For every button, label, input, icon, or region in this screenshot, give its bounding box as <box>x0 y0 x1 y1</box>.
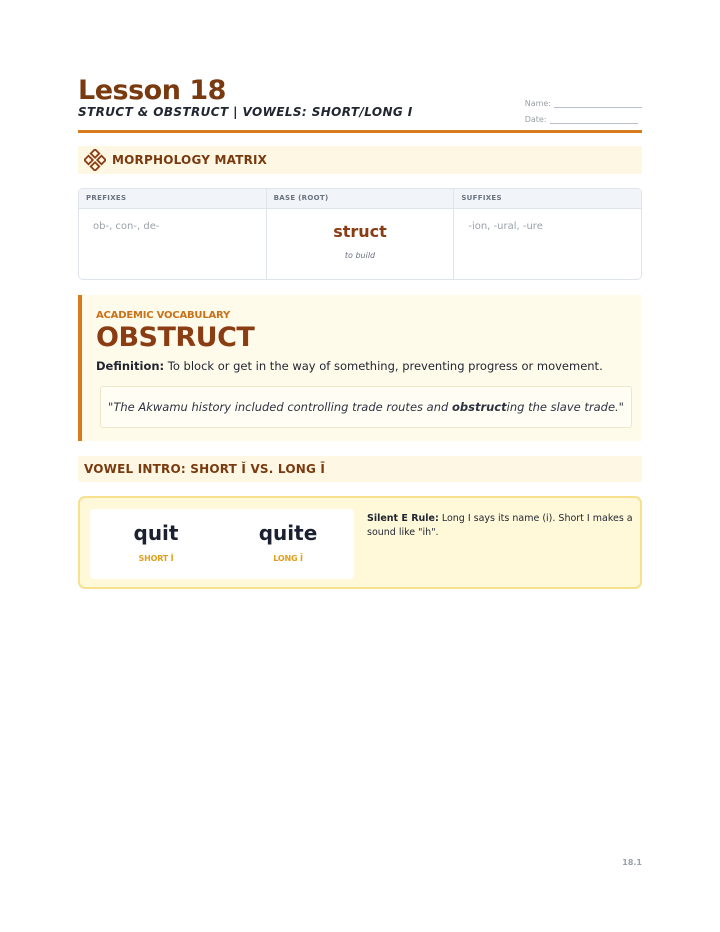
rule-text: Long I says its name (i). Short I makes a sound like "ih". <box>367 513 633 538</box>
lesson-header <box>78 76 642 133</box>
morphology-section-title: MORPHOLOGY MATRIX <box>112 153 268 167</box>
definition-text: To block or get in the way of something, preventing progress or movement. <box>167 359 603 373</box>
base-root-word: struct <box>333 222 387 241</box>
page-number: 18.1 <box>622 858 642 867</box>
long-vowel-column <box>222 509 354 579</box>
date-line <box>550 115 638 124</box>
name-field[interactable] <box>525 92 642 108</box>
vowel-card <box>78 496 642 589</box>
suffixes-text: -ion, -ural, -ure <box>468 221 543 232</box>
lesson-title: Lesson 18 <box>78 75 226 106</box>
matrix-body-row <box>79 209 641 280</box>
prefixes-text: ob-, con-, de- <box>93 221 160 232</box>
silent-e-rule <box>367 512 633 540</box>
short-vowel-tag: SHORT Ĭ <box>138 554 174 563</box>
vocabulary-word: OBSTRUCT <box>96 322 255 353</box>
quote-bold-word: obstruct <box>451 400 507 414</box>
suffixes-header: SUFFIXES <box>453 189 641 208</box>
prefixes-header: PREFIXES <box>86 194 127 202</box>
short-vowel-column <box>90 509 222 579</box>
worksheet-page <box>78 75 642 563</box>
vowel-section-title: VOWEL INTRO: SHORT Ĭ VS. LONG Ī <box>84 462 326 476</box>
long-vowel-word: quite <box>258 521 318 545</box>
morphology-matrix <box>78 188 642 280</box>
vocabulary-kicker: ACADEMIC VOCABULARY <box>96 310 231 321</box>
date-field[interactable] <box>525 108 642 124</box>
quote-part-1: "The Akwamu history included controlling trade routes and <box>108 400 452 414</box>
long-vowel-tag: LONG Ī <box>273 554 303 563</box>
name-label: Name: <box>524 99 551 108</box>
name-line <box>554 99 642 108</box>
matrix-header-row <box>79 189 641 209</box>
short-vowel-word: quit <box>133 521 179 545</box>
vowel-section-header <box>78 456 642 482</box>
diamond-cluster-icon <box>84 149 106 171</box>
rule-label: Silent E Rule: <box>367 513 439 524</box>
vocabulary-card <box>78 295 642 441</box>
base-cell <box>266 209 454 280</box>
definition-label: Definition: <box>96 359 165 373</box>
base-header: BASE (ROOT) <box>266 189 454 208</box>
base-root-meaning: to build <box>344 251 376 260</box>
date-label: Date: <box>524 115 547 124</box>
suffixes-cell <box>453 209 641 280</box>
quote-part-2: ing the slave trade." <box>506 400 624 414</box>
lesson-subtitle: STRUCT & OBSTRUCT | VOWELS: SHORT/LONG I <box>78 105 413 119</box>
example-quote <box>100 386 632 428</box>
morphology-section-header <box>78 146 642 174</box>
word-pair-panel <box>90 509 354 579</box>
prefixes-cell <box>79 209 266 280</box>
vocabulary-definition <box>96 359 603 373</box>
name-date-fields <box>525 92 642 124</box>
